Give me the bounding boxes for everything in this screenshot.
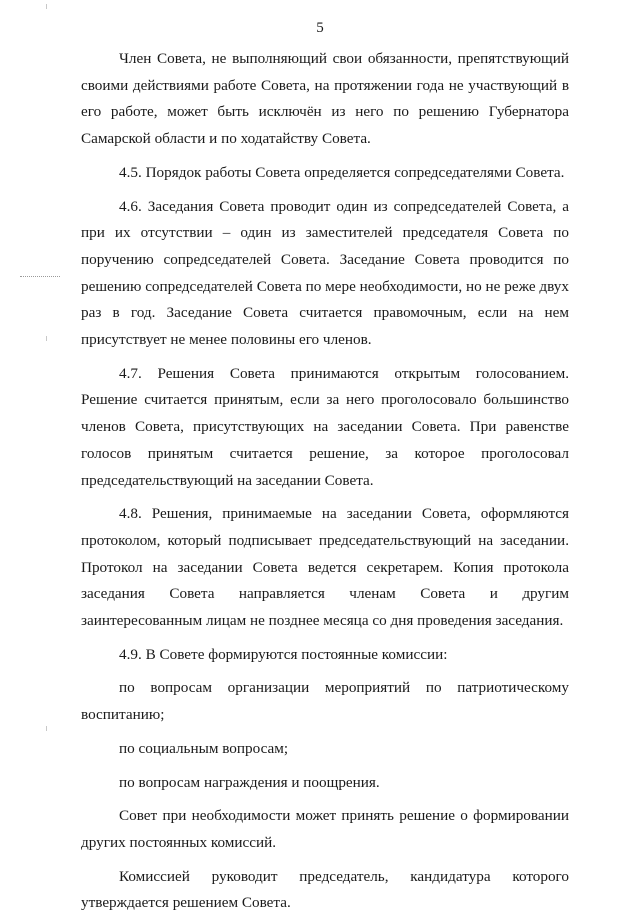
paragraph-commission-chair: Комиссией руководит председатель, кандидатура которого утверждается решением Совета. xyxy=(81,867,569,912)
scan-tick-mark xyxy=(46,4,47,9)
paragraph-4-5: 4.5. Порядок работы Совета определяется сопредседателями Совета. xyxy=(119,163,565,181)
paragraph-other-commissions: Совет при необходимости может принять решение о формировании других постоянных комиссий. xyxy=(81,807,569,851)
paragraph-4-7: 4.7. Решения Совета принимаются открытым голосованием. Решение считается принятым, если за него проголосовало большинство членов Совета, присутствующих на заседании Совета. При равенстве голосов принятым считается решение, за которое проголосовал председательствующий на заседании Совета. xyxy=(81,364,569,489)
document-body xyxy=(81,46,569,917)
commission-item-social: по социальным вопросам; xyxy=(119,739,289,757)
paragraph-member-exclusion: Член Совета, не выполняющий свои обязанности, препятствующий своими действиями работе Совета, на протяжении года не участвующий в его работе, может быть исключён из него по решению Губернатора Самарской области и по ходатайству Совета. xyxy=(81,50,569,148)
paragraph-4-8: 4.8. Решения, принимаемые на заседании Совета, оформляются протоколом, который подписывает председательствующий на заседании. Протокол на заседании Совета ведется секретарем. Копия протокола заседания Совета направляется членам Совета и другим заинтересованным лицам не позднее месяца со дня проведения заседания. xyxy=(81,505,569,630)
page-number: 5 xyxy=(316,20,324,36)
paragraph-4-9: 4.9. В Совете формируются постоянные комиссии: xyxy=(119,645,448,663)
commission-item-patriotic: по вопросам организации мероприятий по патриотическому воспитанию; xyxy=(81,679,569,724)
scan-margin-mark xyxy=(20,276,60,277)
commission-item-awards: по вопросам награждения и поощрения. xyxy=(119,773,380,791)
scan-tick-mark xyxy=(46,726,47,731)
paragraph-4-6: 4.6. Заседания Совета проводит один из сопредседателей Совета, а при их отсутствии – один из заместителей председателя Совета по поручению сопредседателей Совета. Заседание Совета проводится по решению сопредседателей Совета по мере необходимости, но не реже двух раз в год. Заседание Совета считается правомочным, если на нем присутствует не менее половины его членов. xyxy=(81,197,569,349)
scan-tick-mark xyxy=(46,336,47,341)
